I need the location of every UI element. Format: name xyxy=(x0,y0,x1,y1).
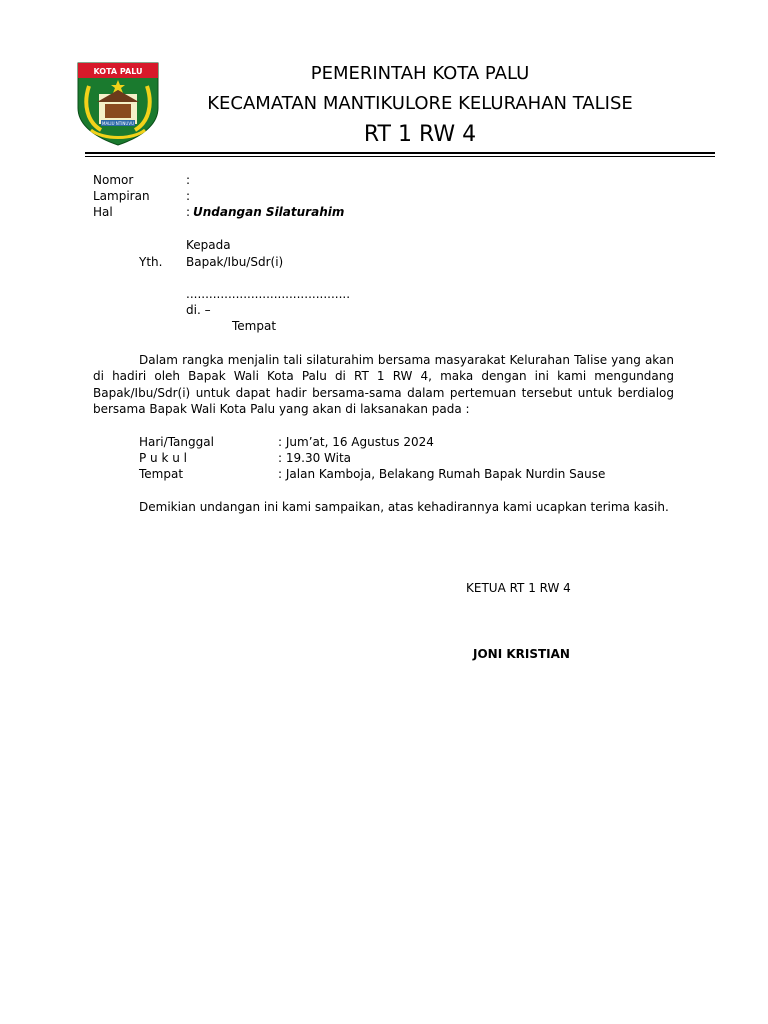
di-text: di. – xyxy=(186,303,211,317)
place-label: Tempat xyxy=(139,467,184,481)
date-label: Hari/Tanggal xyxy=(139,435,214,449)
header-divider-thin xyxy=(85,156,715,157)
header-divider-thick xyxy=(85,152,715,154)
body-paragraph: Dalam rangka menjalin tali silaturahim bersama masyarakat Kelurahan Talise yang akan di hadiri oleh Bapak Wali Kota Palu di RT 1 RW 4, maka dengan ini kami mengundang Bapak/Ibu/Sdr(i) untuk dapat hadir bersama-sama dalam pertemuan tersebut untuk berdialog bersama Bapak Wali Kota Palu yang akan di laksanakan pada : xyxy=(93,353,674,416)
hal-value: Undangan Silaturahim xyxy=(193,205,345,219)
recipient-dots: ........................................... xyxy=(186,287,351,301)
header-government: PEMERINTAH KOTA PALU xyxy=(310,63,530,84)
lampiran-colon: : xyxy=(186,189,191,203)
emblem-building-text: MALIU NTINUVU xyxy=(102,121,134,126)
header-district: KECAMATAN MANTIKULORE KELURAHAN TALISE xyxy=(207,93,633,114)
hal-label: Hal xyxy=(93,205,113,219)
recipient-text: Bapak/Ibu/Sdr(i) xyxy=(186,255,284,269)
signature-title: KETUA RT 1 RW 4 xyxy=(466,581,571,595)
yth-text: Yth. xyxy=(139,255,163,269)
emblem-banner-text: KOTA PALU xyxy=(93,67,143,76)
header-rt-rw: RT 1 RW 4 xyxy=(363,122,477,147)
time-value: : 19.30 Wita xyxy=(278,451,352,465)
closing-text: Demikian undangan ini kami sampaikan, atas kehadirannya kami ucapkan terima kasih. xyxy=(139,500,669,514)
date-value: : Jum’at, 16 Agustus 2024 xyxy=(278,435,434,449)
nomor-colon: : xyxy=(186,173,191,187)
place-value: : Jalan Kamboja, Belakang Rumah Bapak Nurdin Sause xyxy=(278,467,606,481)
time-label: P u k u l xyxy=(139,451,187,465)
lampiran-label: Lampiran xyxy=(93,189,150,203)
hal-colon: : xyxy=(186,205,191,219)
kepada-text: Kepada xyxy=(186,238,231,252)
signature-name: JONI KRISTIAN xyxy=(473,647,570,661)
tempat-text: Tempat xyxy=(232,319,277,333)
nomor-label: Nomor xyxy=(93,173,134,187)
